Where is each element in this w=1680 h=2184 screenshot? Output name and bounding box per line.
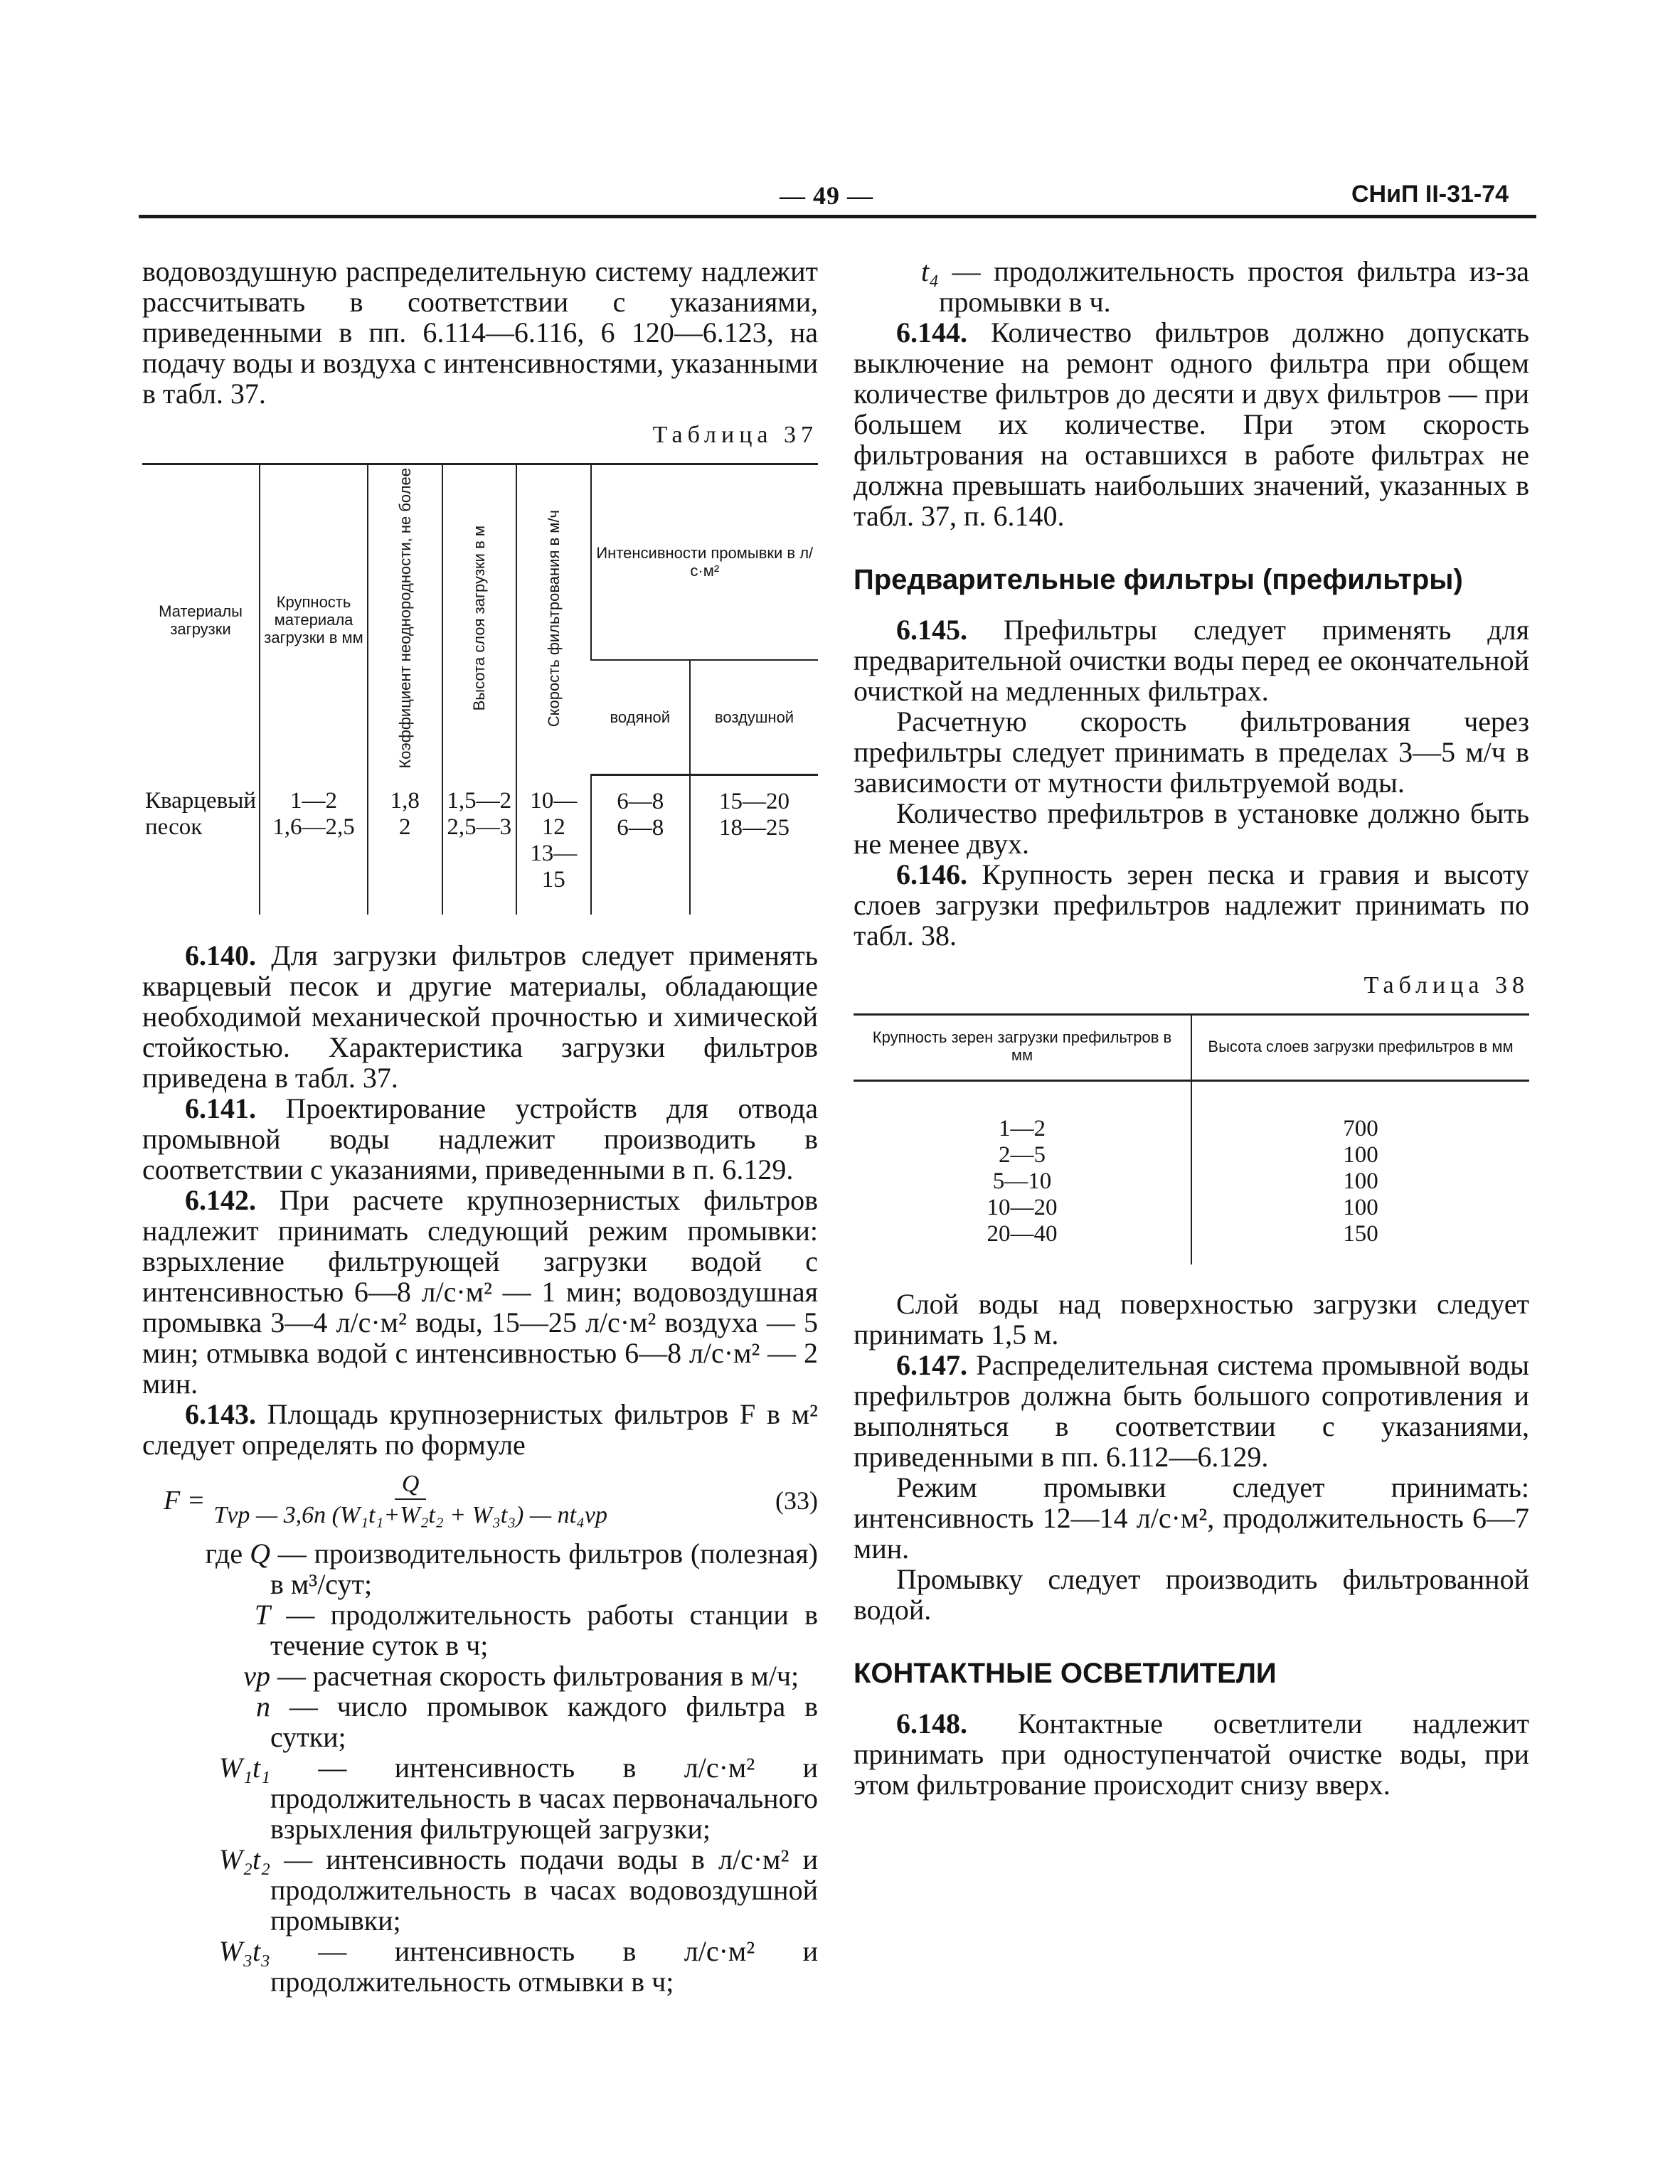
paragraph-6-145 xyxy=(854,614,1529,706)
paragraph-6-142 xyxy=(142,1185,818,1399)
table-37-cell-material: Кварцевый песок xyxy=(145,787,257,840)
clause-number: 6.140. xyxy=(185,939,256,971)
definition-symbol: Q xyxy=(250,1537,270,1570)
clause-text: Площадь крупнозернистых фильтров F в м² следует определять по формуле xyxy=(142,1397,818,1461)
table-38-caption: Таблица 38 xyxy=(1363,972,1529,998)
table-38-cell: 100 xyxy=(1343,1142,1378,1168)
paragraph-6-145-count: Количество префильтров в установке должно быть не менее двух. xyxy=(854,797,1529,860)
definition-item: T — продолжительность работы станции в течение суток в ч; xyxy=(142,1599,818,1661)
table-37-cell-air-2: 18—25 xyxy=(719,815,790,841)
clause-text: Крупность зерен песка и гравия и высоту слоев загрузки префильтров надлежит принимать по табл. 38. xyxy=(854,858,1530,952)
table-37-cell-height-2: 2,5—3 xyxy=(447,814,512,840)
table-38-cell: 1—2 xyxy=(999,1116,1046,1141)
table-38-header-size: Крупность зерен загрузки префильтров в мм xyxy=(854,1015,1191,1081)
table-38-cell: 20—40 xyxy=(987,1221,1058,1247)
left-column xyxy=(142,256,818,1997)
where-word: где xyxy=(205,1537,243,1570)
table-38-header-height: Высота слоев загрузки префильтров в мм xyxy=(1191,1015,1529,1081)
definition-item: vр — расчетная скорость фильтрования в м/ч; xyxy=(142,1661,818,1691)
definition-item: W₃t₃ — интенсивность в л/с·м² и продолжительность отмывки в ч; xyxy=(142,1936,818,1997)
clause-text: Для загрузки фильтров следует применять кварцевый песок и другие материалы, обладающие необходимой механической прочностью и химической стойкостью. Характеристика загрузки фильтров приведена в табл. 37. xyxy=(142,939,818,1094)
clause-number: 6.141. xyxy=(185,1092,256,1124)
table-37 xyxy=(142,463,818,915)
paragraph-6-147-water: Промывку следует производить фильтрованной водой. xyxy=(854,1563,1529,1626)
table-37-cell-size-1: 1—2 xyxy=(290,787,338,814)
header-rule xyxy=(139,215,1536,218)
definition-text: интенсивность подачи воды в л/с·м² и продолжительность в часах водовоздушной промывки; xyxy=(270,1843,819,1937)
clause-number: 6.148. xyxy=(896,1708,967,1740)
table-37-cell-speed-2: 13—15 xyxy=(530,840,578,893)
table-37-header-coef: Коэффициент неоднородности, не более xyxy=(395,468,414,769)
definition-item: W₁t₁ — интенсивность в л/с·м² и продолжительность в часах первоначального взрыхления фильтрующей загрузки; xyxy=(142,1752,818,1844)
table-37-header-intensity: Интенсивности промывки в л/с·м² xyxy=(591,464,818,660)
clause-number: 6.143. xyxy=(185,1397,256,1430)
page-number: — 49 — xyxy=(780,181,873,210)
heading-contact-clarifiers: КОНТАКТНЫЕ ОСВЕТЛИТЕЛИ xyxy=(854,1658,1277,1689)
definition-symbol: n xyxy=(256,1690,270,1722)
table-37-header-water: водяной xyxy=(591,660,690,775)
table-37-caption: Таблица 37 xyxy=(652,422,818,448)
paragraph-6-146-water-layer: Слой воды над поверхностью загрузки следует принимать 1,5 м. xyxy=(854,1288,1529,1351)
clause-text: Префильтры следует применять для предварительной очистки воды перед ее окончательной очисткой на медленных фильтрах. xyxy=(854,614,1530,707)
definition-symbol: W₃t₃ xyxy=(218,1934,270,1967)
paragraph-6-147-regime: Режим промывки следует принимать: интенсивность 12—14 л/с·м², продолжительность 6—7 мин. xyxy=(854,1471,1529,1565)
definition-symbol: t₄ xyxy=(920,255,939,287)
table-38-cell: 150 xyxy=(1343,1221,1378,1247)
formula-denominator: Tvр — 3,6n (W₁t₁+W₂t₂ + W₃t₃) — nt₄vр xyxy=(213,1501,607,1528)
clause-text: Распределительная система промывной воды префильтров должна быть большого сопротивления и выполняться в соответствии с указаниями, приведенными в пп. 6.112—6.129. xyxy=(854,1349,1530,1473)
definition-item: где Q — производительность фильтров (полезная) в м³/сут; xyxy=(205,1537,818,1600)
table-38-cell: 700 xyxy=(1343,1116,1378,1141)
definition-text: расчетная скорость фильтрования в м/ч; xyxy=(313,1659,799,1692)
definition-symbol: W₁t₁ xyxy=(218,1751,270,1784)
clause-number: 6.145. xyxy=(896,614,967,646)
table-37-cell-speed-1: 10—12 xyxy=(530,787,578,840)
table-37-cell-height-1: 1,5—2 xyxy=(447,787,512,814)
definition-symbol: W₂t₂ xyxy=(218,1843,270,1875)
formula-33 xyxy=(142,1470,818,1531)
table-37-header-material: Материалы загрузки xyxy=(142,464,260,775)
paragraph-6-141 xyxy=(142,1093,818,1185)
definition-text: продолжительность простоя фильтра из-за промывки в ч. xyxy=(939,255,1529,318)
table-38-cell: 100 xyxy=(1343,1168,1378,1194)
paragraph-6-145-speed: Расчетную скорость фильтрования через префильтры следует принимать в пределах 3—5 м/ч в зависимости от мутности фильтруемой воды. xyxy=(854,705,1529,799)
formula-definitions xyxy=(142,1538,818,1997)
table-37-header-air: воздушной xyxy=(690,660,818,775)
paragraph-6-147 xyxy=(854,1350,1529,1472)
table-38-cell: 100 xyxy=(1343,1195,1378,1220)
paragraph-6-148 xyxy=(854,1708,1529,1800)
table-37-cell-size-2: 1,6—2,5 xyxy=(272,814,355,840)
clause-text: Количество фильтров должно допускать выключение на ремонт одного фильтра при общем количестве фильтров до десяти и двух фильтров — при большем их количестве. При этом скорость фильтрования на оставшихся в работе фильтрах не должна превышать наибольших значений, указанных в табл. 37, п. 6.140. xyxy=(854,316,1529,532)
intro-paragraph: водовоздушную распределительную систему надлежит рассчитывать в соответствии с указаниями, приведенными в пп. 6.114—6.116, 6 120—6.123, на подачу воды и воздуха с интенсивностями, указанными в табл. 37. xyxy=(142,255,818,410)
clause-number: 6.146. xyxy=(896,858,967,890)
clause-number: 6.147. xyxy=(896,1349,967,1381)
table-37-cell-coef-1: 1,8 xyxy=(390,787,420,814)
clause-number: 6.144. xyxy=(896,316,967,348)
table-38-cell: 2—5 xyxy=(999,1142,1046,1168)
definition-text: производительность фильтров (полезная) в м³/сут; xyxy=(270,1537,818,1600)
definition-text: число промывок каждого фильтра в сутки; xyxy=(270,1690,818,1753)
definition-symbol: T xyxy=(254,1598,270,1631)
table-37-cell-air-1: 15—20 xyxy=(719,789,790,815)
clause-text: Контактные осветлители надлежит принимать при одноступенчатой очистке воды, при этом фильтрование происходит снизу вверх. xyxy=(854,1708,1529,1801)
formula-numerator: Q xyxy=(395,1470,427,1500)
clause-number: 6.142. xyxy=(185,1183,256,1216)
formula-fraction xyxy=(213,1470,607,1531)
paragraph-6-143 xyxy=(142,1399,818,1460)
paragraph-6-146 xyxy=(854,859,1529,951)
table-row xyxy=(854,1081,1529,1265)
heading-prefilters: Предварительные фильтры (префильтры) xyxy=(854,564,1463,595)
formula-number: (33) xyxy=(775,1486,818,1515)
table-37-cell-coef-2: 2 xyxy=(399,814,411,840)
right-column xyxy=(854,256,1529,1800)
definition-item: n — число промывок каждого фильтра в сутки; xyxy=(142,1691,818,1752)
paragraph-6-140 xyxy=(142,940,818,1093)
table-37-header-speed: Скорость фильтрования в м/ч xyxy=(544,509,563,727)
document-code: СНиП II-31-74 xyxy=(1351,181,1509,208)
definition-text: интенсивность в л/с·м² и продолжительность отмывки в ч; xyxy=(270,1934,818,1998)
definition-item: t₄ — продолжительность простоя фильтра из-за промывки в ч. xyxy=(854,256,1529,317)
table-row xyxy=(142,775,818,915)
table-38-cell: 5—10 xyxy=(992,1168,1052,1194)
table-37-header-height: Высота слоя загрузки в м xyxy=(470,526,489,711)
table-37-cell-water-1: 6—8 xyxy=(617,789,664,815)
clause-text: При расчете крупнозернистых фильтров надлежит принимать следующий режим промывки: взрыхление фильтрующей загрузки водой с интенсивностью 6—8 л/с·м² — 1 мин; водовоздушная промывка 3—4 л/с·м² воды, 15—25 л/с·м² воздуха — 5 мин; отмывка водой с интенсивностью 6—8 л/с·м² — 2 мин. xyxy=(142,1183,818,1400)
table-37-cell-water-2: 6—8 xyxy=(617,815,664,841)
definition-symbol: vр xyxy=(243,1659,270,1692)
paragraph-6-144 xyxy=(854,317,1529,531)
table-38 xyxy=(854,1013,1529,1264)
definition-item: W₂t₂ — интенсивность подачи воды в л/с·м² и продолжительность в часах водовоздушной промывки; xyxy=(142,1844,818,1936)
table-37-header-size: Крупность материала загрузки в мм xyxy=(260,464,368,775)
definition-text: интенсивность в л/с·м² и продолжительность в часах первоначального взрыхления фильтрующей загрузки; xyxy=(270,1751,818,1845)
definition-text: продолжительность работы станции в течение суток в ч; xyxy=(270,1598,818,1661)
formula-lhs: F = xyxy=(164,1485,206,1516)
clause-text: Проектирование устройств для отвода промывной воды надлежит производить в соответствии с указаниями, приведенными в п. 6.129. xyxy=(142,1092,818,1186)
table-38-cell: 10—20 xyxy=(987,1195,1058,1220)
